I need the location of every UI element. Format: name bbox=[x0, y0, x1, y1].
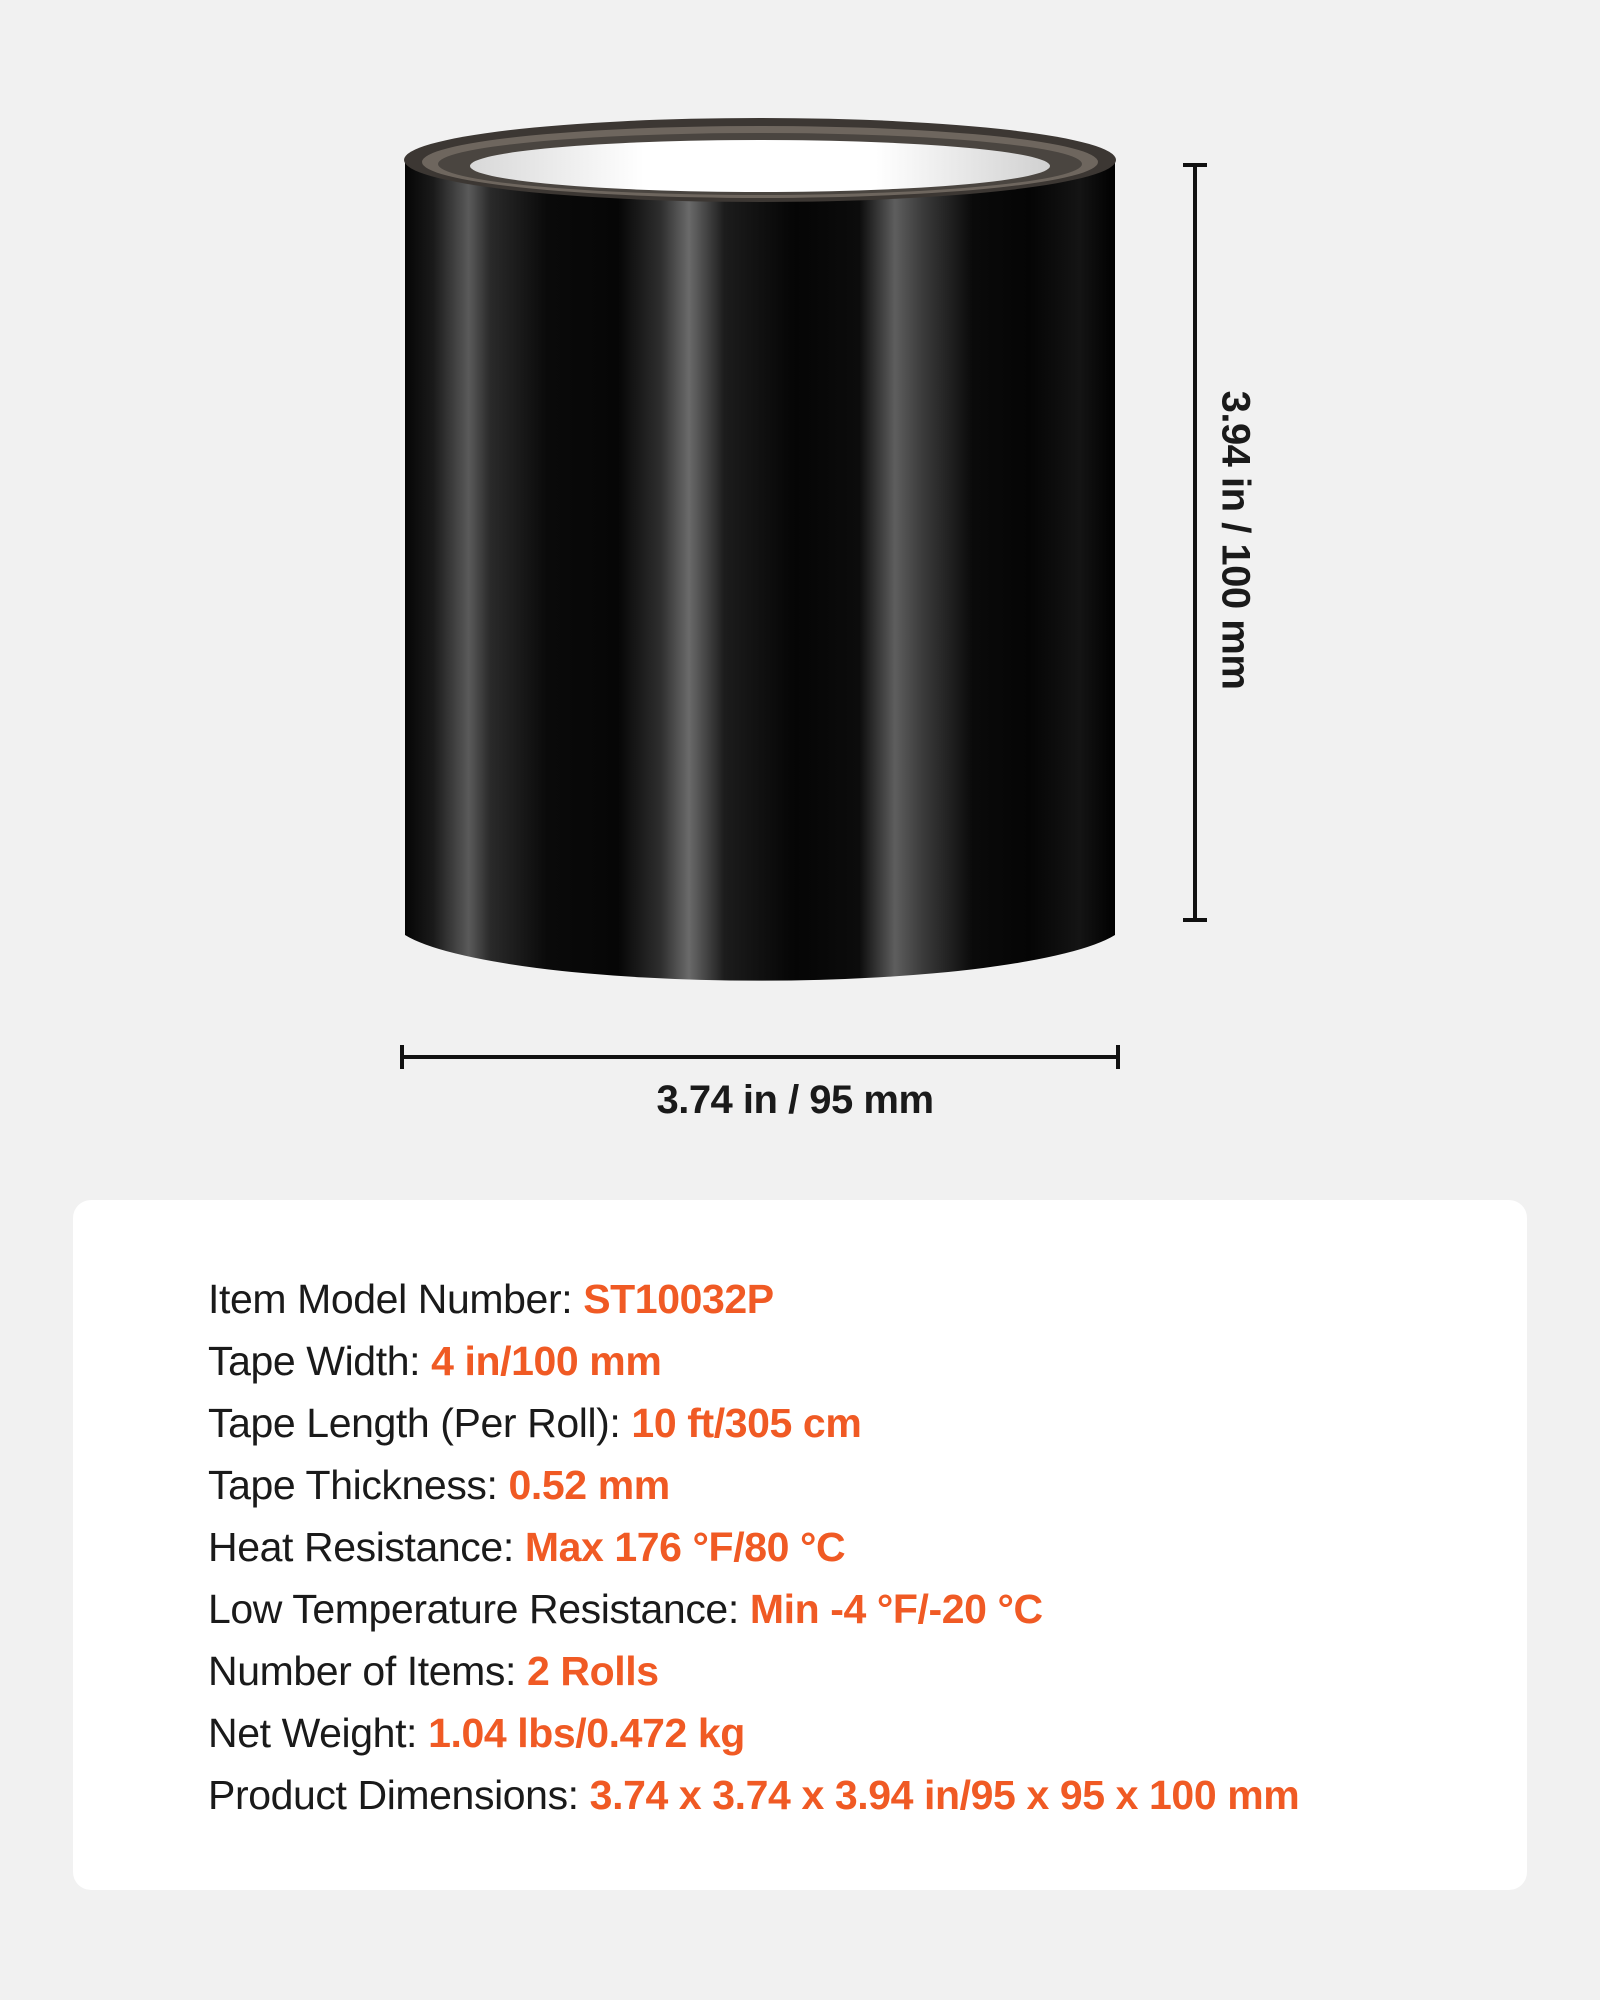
spec-row-model-number bbox=[208, 1268, 1299, 1330]
spec-label: Product Dimensions: bbox=[208, 1772, 579, 1818]
spec-label: Heat Resistance: bbox=[208, 1524, 514, 1570]
spec-row-product-dimensions bbox=[208, 1764, 1299, 1826]
height-dimension-text: 3.94 in / 100 mm bbox=[1213, 390, 1258, 690]
tape-roll-body bbox=[405, 160, 1115, 981]
width-dimension-label: 3.74 in / 95 mm bbox=[656, 1078, 934, 1122]
spec-row-tape-width bbox=[208, 1330, 1299, 1392]
spec-row-net-weight bbox=[208, 1702, 1299, 1764]
spec-value: 1.04 lbs/0.472 kg bbox=[428, 1710, 745, 1756]
spec-label: Tape Thickness: bbox=[208, 1462, 498, 1508]
spec-row-low-temperature-resistance bbox=[208, 1578, 1299, 1640]
height-dimension-line bbox=[1183, 165, 1207, 920]
spec-label: Net Weight: bbox=[208, 1710, 418, 1756]
spec-card bbox=[73, 1200, 1527, 1890]
spec-row-number-of-items bbox=[208, 1640, 1299, 1702]
spec-label: Item Model Number: bbox=[208, 1276, 573, 1322]
spec-value: Min -4 °F/-20 °C bbox=[749, 1586, 1043, 1632]
spec-value: 2 Rolls bbox=[527, 1648, 659, 1694]
tape-roll bbox=[404, 118, 1116, 981]
spec-label: Tape Length (Per Roll): bbox=[208, 1400, 621, 1446]
spec-value: ST10032P bbox=[583, 1276, 774, 1322]
spec-value: Max 176 °F/80 °C bbox=[524, 1524, 846, 1570]
spec-label: Low Temperature Resistance: bbox=[208, 1586, 739, 1632]
spec-value: 3.74 x 3.74 x 3.94 in/95 x 95 x 100 mm bbox=[589, 1772, 1300, 1818]
width-dimension-line bbox=[402, 1045, 1118, 1069]
spec-list bbox=[208, 1268, 1299, 1826]
tape-roll-core bbox=[470, 140, 1050, 192]
spec-label: Tape Width: bbox=[208, 1338, 421, 1384]
spec-value: 0.52 mm bbox=[508, 1462, 670, 1508]
spec-row-heat-resistance bbox=[208, 1516, 1299, 1578]
spec-label: Number of Items: bbox=[208, 1648, 517, 1694]
spec-row-tape-length bbox=[208, 1392, 1299, 1454]
spec-row-tape-thickness bbox=[208, 1454, 1299, 1516]
spec-value: 10 ft/305 cm bbox=[631, 1400, 862, 1446]
spec-value: 4 in/100 mm bbox=[431, 1338, 662, 1384]
